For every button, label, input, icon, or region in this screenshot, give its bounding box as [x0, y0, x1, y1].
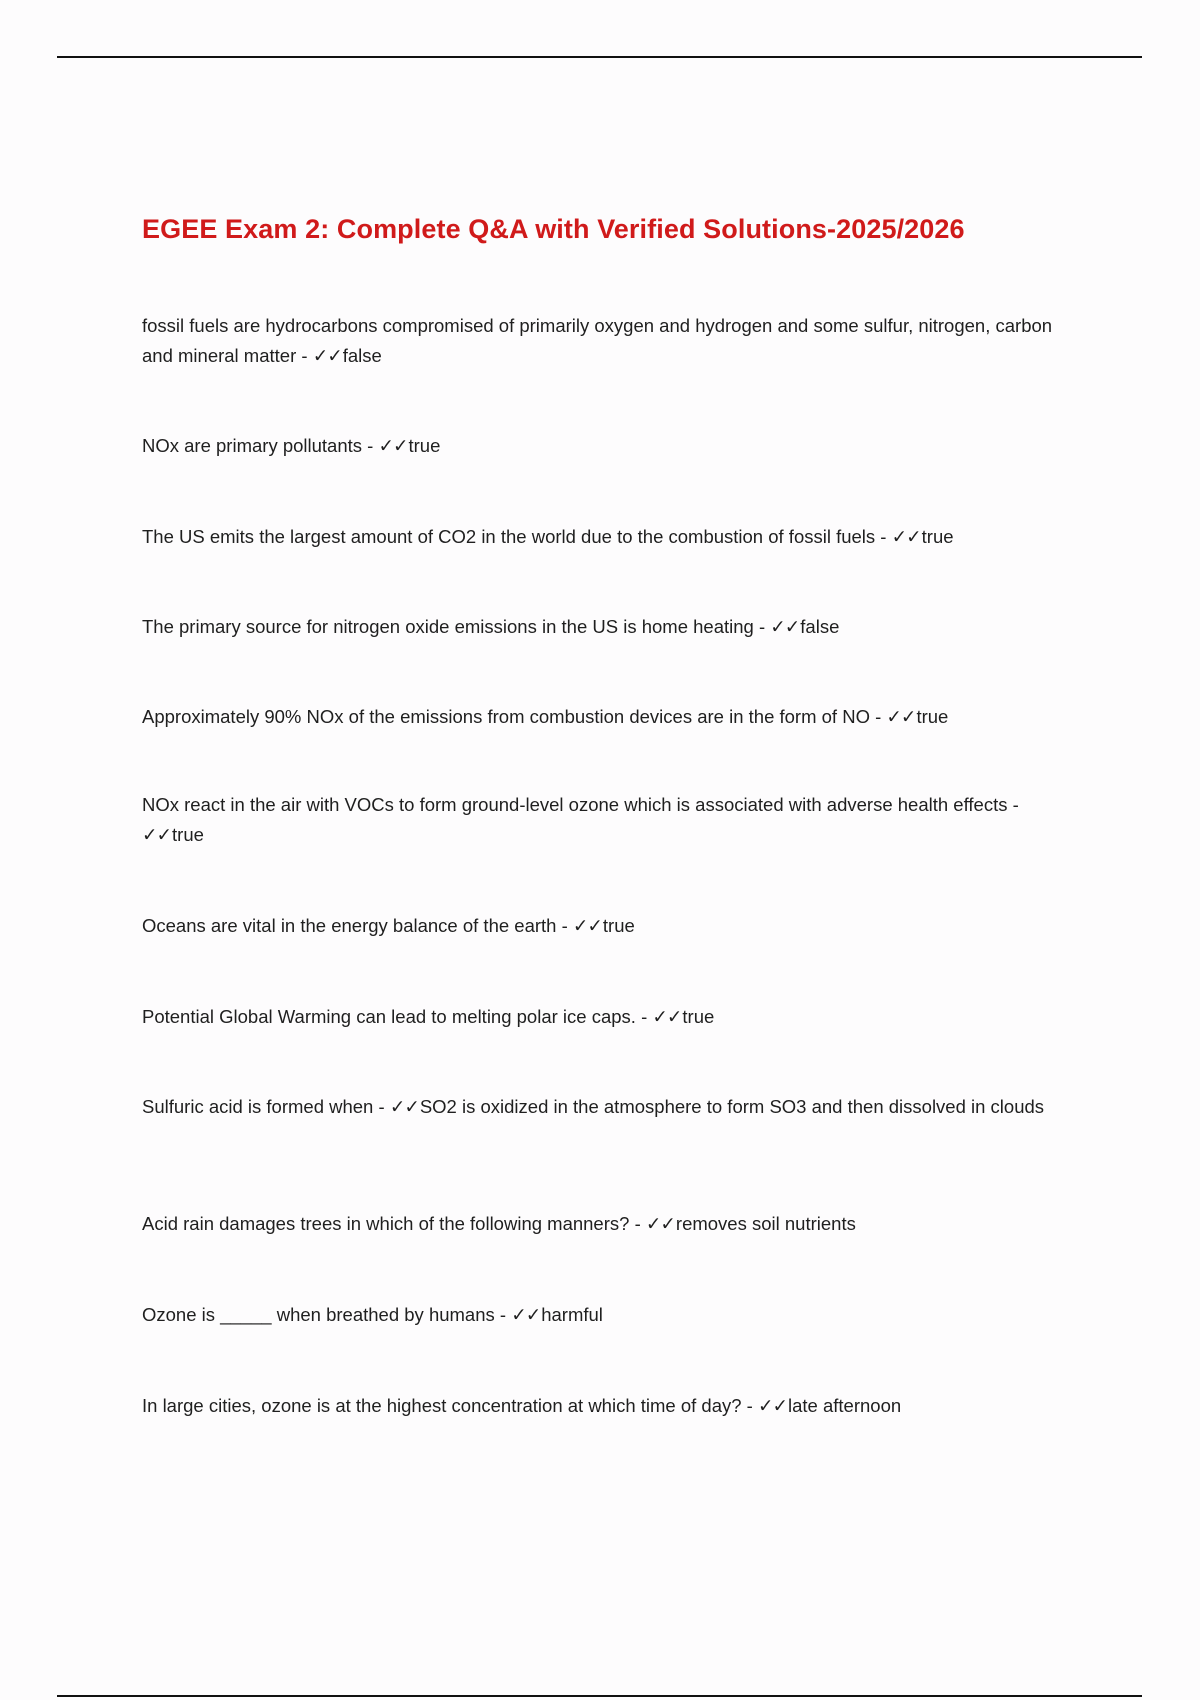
separator: - — [373, 1096, 390, 1117]
answer-text: true — [921, 526, 954, 547]
answer-text: true — [408, 435, 441, 456]
question-text: In large cities, ozone is at the highest concentration at which time of day? — [142, 1395, 742, 1416]
question-text: The US emits the largest amount of CO2 in the world due to the combustion of fossil fuels — [142, 526, 876, 547]
answer-text: false — [342, 345, 382, 366]
qa-item — [142, 431, 1072, 461]
question-text: Potential Global Warming can lead to melting polar ice caps. — [142, 1006, 636, 1027]
separator: - — [296, 345, 313, 366]
answer-text: true — [682, 1006, 715, 1027]
qa-item — [142, 1209, 1072, 1239]
check-icon: ✓✓ — [886, 706, 916, 727]
qa-item — [142, 1092, 1072, 1122]
check-icon: ✓✓ — [891, 526, 921, 547]
question-text: Oceans are vital in the energy balance of the earth — [142, 915, 557, 936]
qa-item — [142, 911, 1072, 941]
check-icon: ✓✓ — [378, 435, 408, 456]
question-text: fossil fuels are hydrocarbons compromised of primarily oxygen and hydrogen and some sulfur, nitrogen, carbon and mineral matter — [142, 315, 1053, 366]
qa-item — [142, 311, 1072, 371]
question-text: The primary source for nitrogen oxide emissions in the US is home heating — [142, 616, 754, 637]
separator: - — [869, 706, 887, 727]
answer-text: false — [800, 616, 840, 637]
qa-item — [142, 1002, 1072, 1032]
check-icon: ✓✓ — [758, 1395, 788, 1416]
answer-text: true — [172, 824, 204, 845]
top-rule — [57, 56, 1142, 58]
separator: - — [556, 915, 573, 936]
separator: - — [629, 1213, 646, 1234]
separator: - — [362, 435, 379, 456]
qa-item — [142, 1300, 1072, 1330]
check-icon: ✓✓ — [312, 345, 342, 366]
bottom-rule — [57, 1695, 1142, 1697]
check-icon: ✓✓ — [142, 824, 172, 845]
qa-item — [142, 522, 1072, 552]
qa-item — [142, 1391, 1072, 1421]
separator: - — [875, 526, 892, 547]
qa-item — [142, 702, 1072, 732]
separator: - — [741, 1395, 758, 1416]
separator: - — [494, 1304, 512, 1325]
answer-text: SO2 is oxidized in the atmosphere to form SO3 and then dissolved in clouds — [419, 1096, 1045, 1117]
answer-text: late afternoon — [788, 1395, 902, 1416]
answer-text: harmful — [541, 1304, 603, 1325]
question-text: NOx are primary pollutants — [142, 435, 363, 456]
separator: - — [1007, 794, 1019, 815]
answer-text: true — [602, 915, 635, 936]
question-text: Sulfuric acid is formed when — [142, 1096, 374, 1117]
separator: - — [635, 1006, 653, 1027]
question-text: Acid rain damages trees in which of the following manners? — [142, 1213, 630, 1234]
document-title: EGEE Exam 2: Complete Q&A with Verified Solutions-2025/2026 — [142, 214, 965, 244]
question-text: Approximately 90% NOx of the emissions from combustion devices are in the form of NO — [142, 706, 870, 727]
answer-text: removes soil nutrients — [675, 1213, 856, 1234]
qa-item — [142, 612, 1072, 642]
question-text: NOx react in the air with VOCs to form ground-level ozone which is associated with adverse health effects — [142, 794, 1008, 815]
check-icon: ✓✓ — [511, 1304, 541, 1325]
check-icon: ✓✓ — [652, 1006, 682, 1027]
answer-text: true — [916, 706, 949, 727]
question-text: Ozone is _____ when breathed by humans — [142, 1304, 495, 1325]
check-icon: ✓✓ — [572, 915, 602, 936]
check-icon: ✓✓ — [389, 1096, 419, 1117]
check-icon: ✓✓ — [645, 1213, 675, 1234]
qa-item — [142, 790, 1072, 850]
separator: - — [753, 616, 771, 637]
check-icon: ✓✓ — [770, 616, 800, 637]
